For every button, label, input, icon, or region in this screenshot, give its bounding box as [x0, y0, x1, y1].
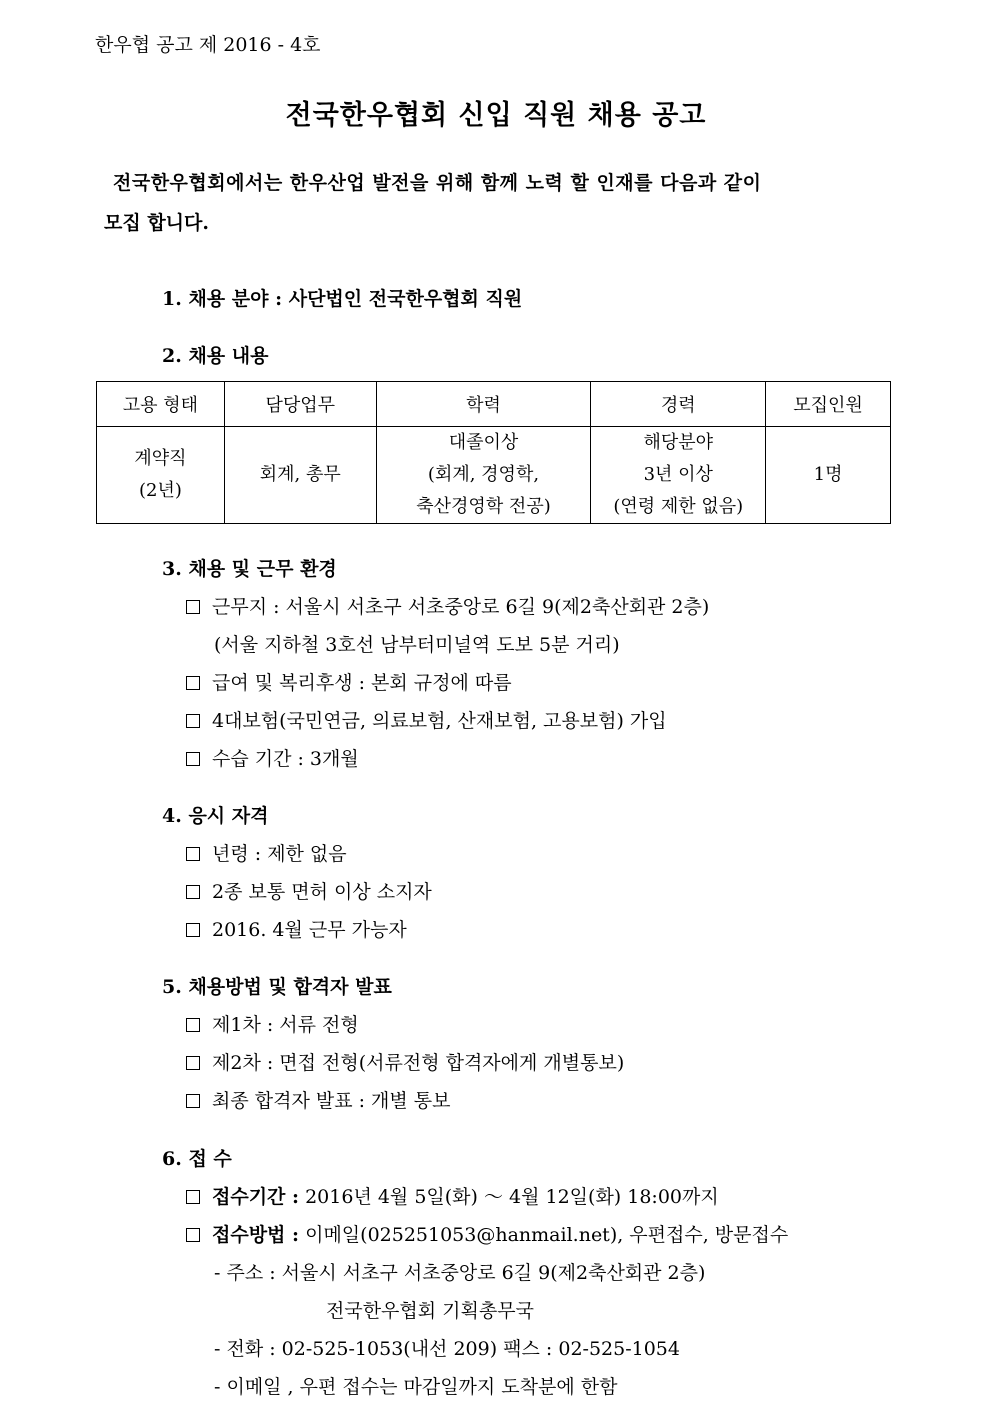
list-item-text: 2016. 4월 근무 가능자 — [212, 919, 407, 941]
list-item — [186, 877, 432, 904]
list-item-text: 근무지 : 서울시 서초구 서초중앙로 6길 9(제2축산회관 2층) — [212, 596, 710, 618]
education-cell — [376, 427, 591, 524]
checkbox-square-icon — [186, 1228, 200, 1242]
section-2-heading: 2. 채용 내용 — [162, 345, 269, 367]
career-line: 해당분야 — [643, 432, 714, 453]
section-5-heading: 5. 채용방법 및 합격자 발표 — [162, 976, 392, 998]
table-header-cell: 학력 — [376, 382, 591, 427]
list-item-text: 2종 보통 면허 이상 소지자 — [212, 881, 432, 903]
address-line: - 주소 : 서울시 서초구 서초중앙로 6길 9(제2축산회관 2층) — [214, 1262, 706, 1284]
section-4-heading: 4. 응시 자격 — [162, 805, 269, 827]
method-label: 접수방법 : — [212, 1224, 300, 1246]
checkbox-square-icon — [186, 1018, 200, 1032]
employment-type-line: 계약직 — [134, 448, 187, 469]
table-row — [97, 427, 891, 524]
intro-line-1: 전국한우협회에서는 한우산업 발전을 위해 함께 노력 할 인재를 다음과 같이 — [113, 172, 762, 194]
checkbox-square-icon — [186, 847, 200, 861]
checkbox-square-icon — [186, 1056, 200, 1070]
list-item — [186, 706, 667, 733]
section-1-heading: 1. 채용 분야 : 사단법인 전국한우협회 직원 — [162, 288, 523, 310]
career-line: 3년 이상 — [643, 464, 713, 485]
list-item — [186, 1048, 624, 1075]
checkbox-square-icon — [186, 714, 200, 728]
duty-cell: 회계, 총무 — [224, 427, 376, 524]
list-item — [186, 1086, 451, 1113]
table-header-cell: 고용 형태 — [97, 382, 225, 427]
list-item-text: 제1차 : 서류 전형 — [212, 1014, 359, 1036]
employment-type-cell — [97, 427, 225, 524]
period-value: 2016년 4월 5일(화) ～ 4월 12일(화) 18:00까지 — [305, 1186, 719, 1208]
email-note: - 이메일 , 우편 접수는 마감일까지 도착분에 한함 — [214, 1376, 618, 1398]
method-value: 이메일(025251053@hanmail.net), 우편접수, 방문접수 — [305, 1224, 789, 1246]
career-line: (연령 제한 없음) — [613, 496, 744, 517]
list-item-text: 제2차 : 면접 전형(서류전형 합격자에게 개별통보) — [212, 1052, 625, 1074]
address-department: 전국한우협회 기획총무국 — [326, 1300, 534, 1322]
list-item-text: 최종 합격자 발표 : 개별 통보 — [212, 1090, 451, 1112]
checkbox-square-icon — [186, 885, 200, 899]
checkbox-square-icon — [186, 1094, 200, 1108]
education-line: (회계, 경영학, — [427, 464, 540, 485]
section-6-heading: 6. 접 수 — [162, 1148, 232, 1170]
headcount-cell: 1명 — [766, 427, 891, 524]
education-line: 대졸이상 — [448, 432, 519, 453]
page-title: 전국한우협회 신입 직원 채용 공고 — [285, 100, 707, 131]
list-item — [186, 1182, 719, 1209]
section-3-heading: 3. 채용 및 근무 환경 — [162, 558, 337, 580]
career-cell — [591, 427, 766, 524]
list-item-text: 수습 기간 : 3개월 — [212, 748, 359, 770]
list-item — [186, 839, 347, 866]
employment-type-line: (2년) — [138, 480, 182, 501]
list-item — [186, 744, 359, 771]
list-item — [186, 1010, 359, 1037]
intro-line-2: 모집 합니다. — [104, 212, 209, 234]
list-item-text: 년령 : 제한 없음 — [212, 843, 347, 865]
list-item — [186, 592, 709, 619]
checkbox-square-icon — [186, 676, 200, 690]
table-header-cell: 모집인원 — [766, 382, 891, 427]
phone-fax-line: - 전화 : 02-525-1053(내선 209) 팩스 : 02-525-1054 — [214, 1338, 680, 1360]
period-label: 접수기간 : — [212, 1186, 300, 1208]
recruitment-table — [96, 381, 891, 524]
checkbox-square-icon — [186, 752, 200, 766]
list-item-text: 4대보험(국민연금, 의료보험, 산재보험, 고용보험) 가입 — [212, 710, 667, 732]
table-header-row — [97, 382, 891, 427]
list-item — [186, 915, 407, 942]
checkbox-square-icon — [186, 923, 200, 937]
checkbox-square-icon — [186, 600, 200, 614]
list-item — [186, 668, 512, 695]
table-header-cell: 경력 — [591, 382, 766, 427]
list-item — [186, 1220, 788, 1247]
list-item-continuation: (서울 지하철 3호선 남부터미널역 도보 5분 거리) — [214, 634, 620, 656]
table-header-cell: 담당업무 — [224, 382, 376, 427]
list-item-text: 급여 및 복리후생 : 본회 규정에 따름 — [212, 672, 512, 694]
notice-number: 한우협 공고 제 2016 - 4호 — [95, 34, 321, 56]
education-line: 축산경영학 전공) — [416, 496, 551, 517]
checkbox-square-icon — [186, 1190, 200, 1204]
